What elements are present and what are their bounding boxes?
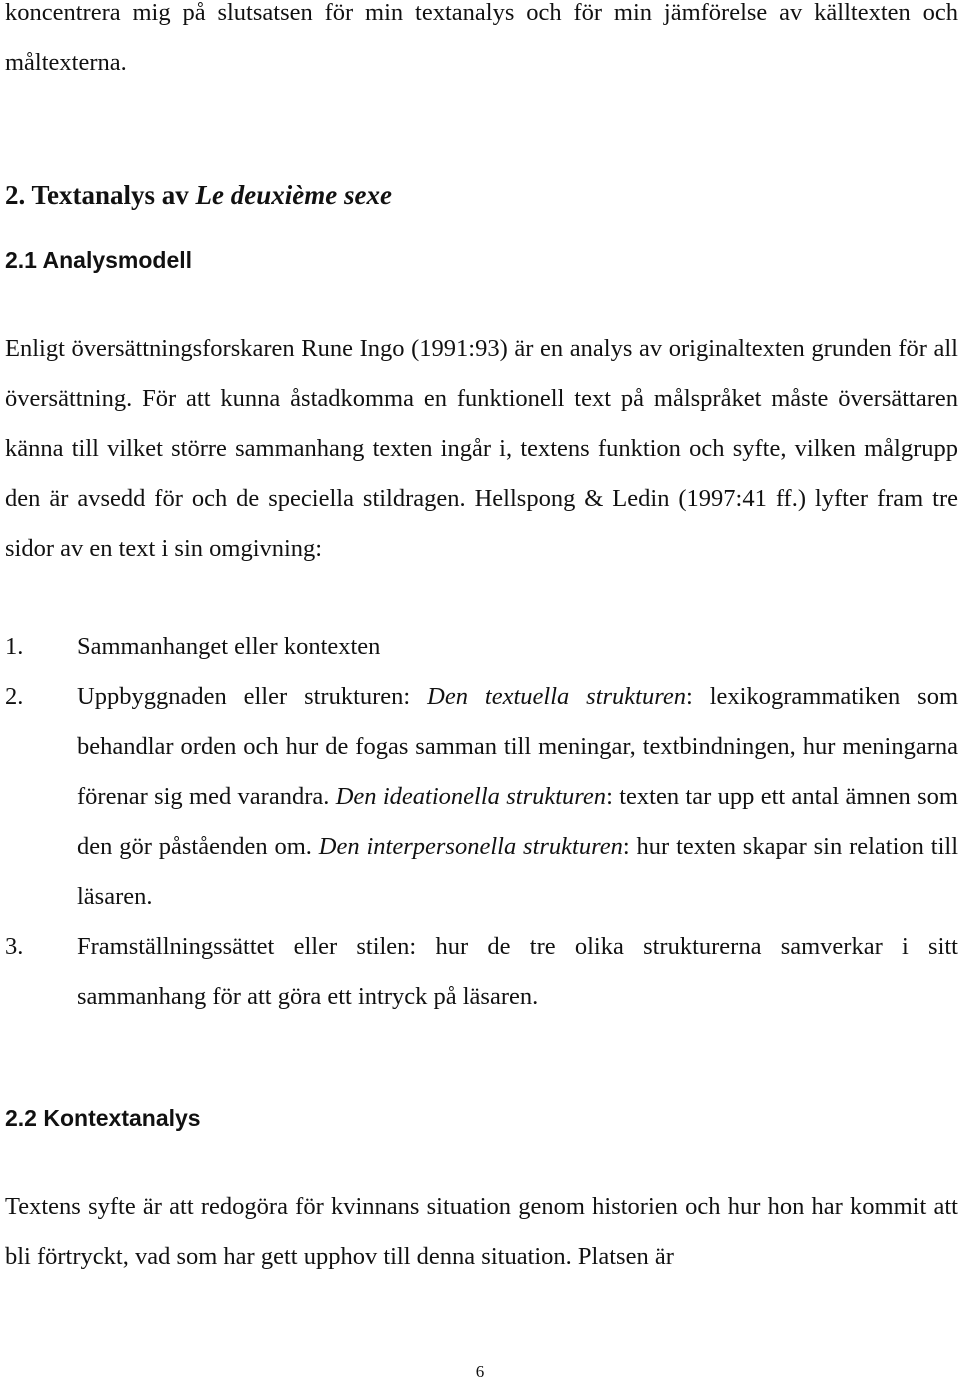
section-2-2-heading: 2.2 Kontextanalys [5,1105,201,1131]
section-2-heading [5,175,392,215]
section-2-1-heading: 2.1 Analysmodell [5,247,193,273]
section-2-heading-book-title: Le deuxième sexe [195,180,392,210]
section-2-2-paragraph: Textens syfte är att redogöra för kvinnans situation genom historien och hur hon har kommit att bli förtryckt, vad som har gett upphov till denna situation. Platsen är [5,1193,958,1270]
list-item-text: Framställningssättet eller stilen: hur de tre olika strukturerna samverkar i sitt sammanhang för att göra ett intryck på läsaren. [77,933,958,1010]
interpersonal-structure-term: Den interpersonella strukturen [318,833,623,860]
section-2-1-paragraph: Enligt översättningsforskaren Rune Ingo (1991:93) är en analys av originaltexten grunden för all översättning. För att kunna åstadkomma en funktionell text på målspråket måste översättaren känna till vilket större sammanhang texten ingår i, textens funktion och syfte, vilken målgrupp den är avsedd för och de speciella stildragen. Hellspong & Ledin (1997:41 ff.) lyfter fram tre sidor av en text i sin omgivning: [5,335,958,562]
list-item-text: : texten tar upp ett antal ämnen som den gör påståenden om. [77,783,958,860]
list-item-text: Sammanhanget eller kontexten [77,633,381,660]
section-2-heading-prefix: 2. Textanalys av [5,180,196,210]
list-item-number: 2. [5,683,24,710]
structure-list [5,622,958,1022]
list-item [5,922,958,1022]
textual-structure-term: Den textuella strukturen [427,683,686,710]
list-item-number: 3. [5,933,24,960]
list-item [5,672,958,922]
list-item-text: : lexikogrammatiken som behandlar orden och hur de fogas samman till meningar, textbindningen, hur meningarna förenar sig med varandra. [77,683,959,810]
list-item [5,622,958,672]
page-number: 6 [475,1362,485,1381]
list-item-text: : hur texten skapar sin relation till läsaren. [77,833,959,910]
ideational-structure-term: Den ideationella strukturen [335,783,607,810]
list-item-text: Uppbyggnaden eller strukturen: [77,683,428,710]
intro-paragraph: koncentrera mig på slutsatsen för min textanalys och för min jämförelse av källtexten och måltexterna. [5,0,958,76]
list-item-number: 1. [5,633,24,660]
